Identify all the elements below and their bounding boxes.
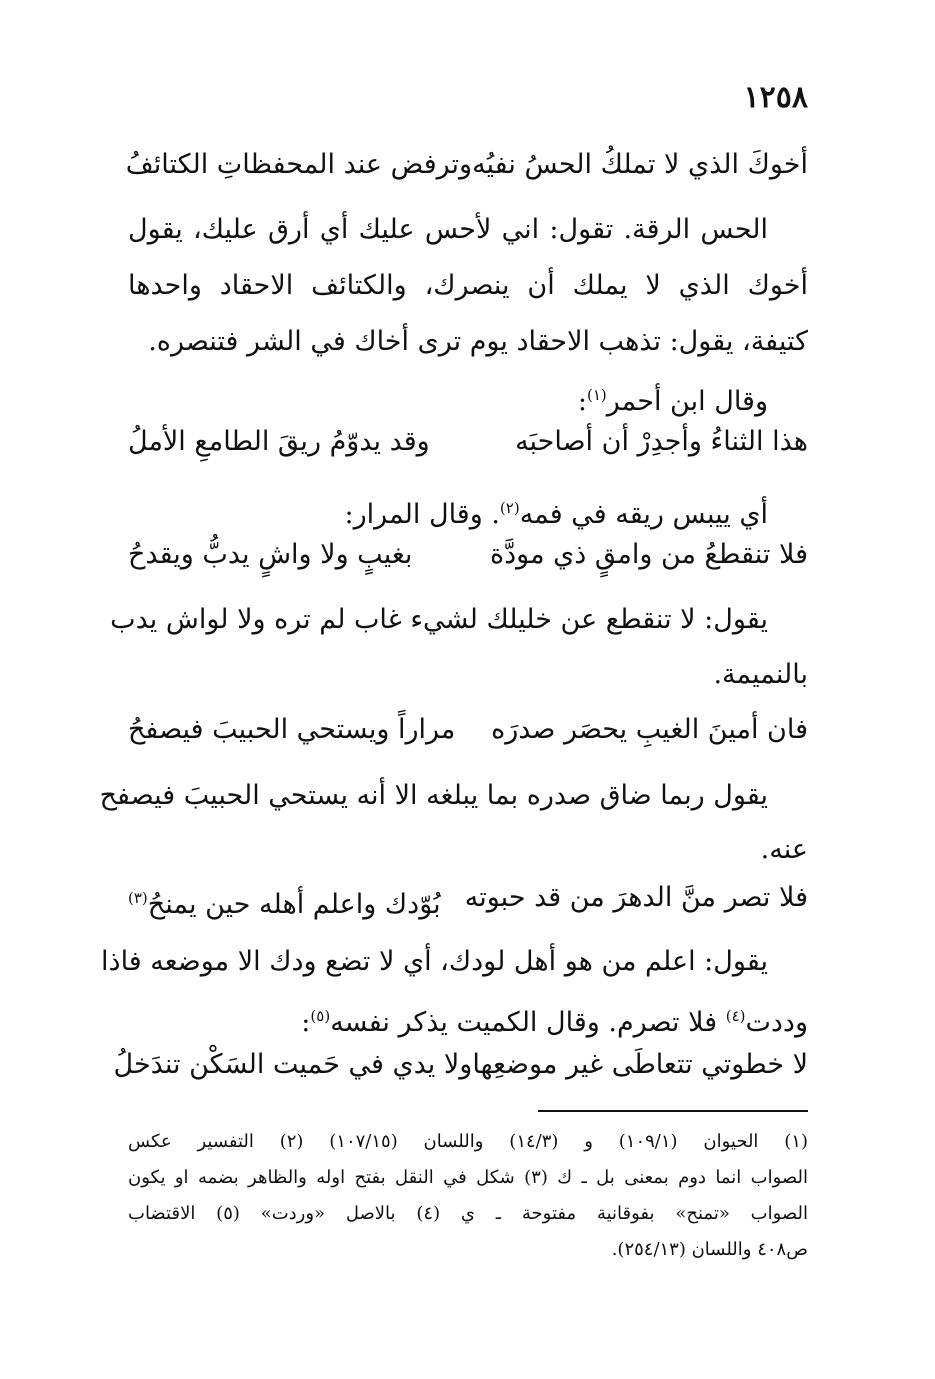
- verse-hemistich-first: فلا تصر منَّ الدهرَ من قد حبوته: [464, 882, 808, 913]
- page-number: ١٢٥٨: [743, 80, 808, 115]
- footnote-marker: (٤): [725, 1007, 746, 1025]
- verse-hemistich-first: لا خطوتي تتعاطَى غير موضعِها: [472, 1049, 808, 1080]
- prose-line: عنه.: [760, 834, 808, 865]
- prose-text: فلا تصرم. وقال الكميت يذكر نفسه: [330, 1007, 726, 1038]
- prose-text: وددت: [745, 1007, 808, 1038]
- book-page: [99, 70, 808, 1330]
- verse-hemistich-second: ولا يدي في حَميت السَكْن تندَخلُ: [113, 1049, 473, 1080]
- prose-line: [128, 996, 808, 1043]
- verse-line-6: [113, 1045, 808, 1085]
- footnote-marker: (٢): [499, 499, 520, 517]
- verse-hemistich-second: وترفض عند المحفظاتِ الكتائفُ: [125, 149, 473, 180]
- prose-line: يقول ربما ضاق صدره بما يبلغه الا أنه يستحي الحبيبَ فيصفح: [99, 780, 768, 811]
- verse-hemistich-second: بغيبٍ ولا واشٍ يدبُّ ويقدحُ: [128, 539, 413, 570]
- footnote-line: (١) الحيوان (١٠٩/١) و (١٤/٣) واللسان (١٠٧/١٥) (٢) التفسير عكس: [128, 1131, 808, 1152]
- prose-line: [128, 375, 808, 422]
- verse-hemistich-first: فلا تنقطعُ من وامقٍ ذي مودَّة: [489, 539, 808, 570]
- verse-hemistich-second: وقد يدوّمُ ريقَ الطامعِ الأملُ: [128, 426, 430, 457]
- verse-line-1: [125, 145, 808, 185]
- verse-hemistich-second: مراراً ويستحي الحبيبَ فيصفحُ: [128, 714, 456, 745]
- prose-text: :: [301, 1007, 311, 1038]
- verse-hemistich-second: [128, 878, 441, 925]
- prose-text: . وقال المرار:: [344, 499, 500, 530]
- prose-line: بالنميمة.: [713, 659, 808, 690]
- footnote-marker: (٣): [128, 889, 148, 907]
- verse-line-2: [128, 422, 808, 462]
- verse-line-5: [128, 878, 808, 925]
- verse-hemistich-first: هذا الثناءُ وأجدِرْ أن أصاحبَه: [515, 426, 808, 457]
- verse-hemistich-first: فان أمينَ الغيبِ يحصَر صدرَه: [491, 714, 808, 745]
- verse-line-4: [128, 710, 808, 750]
- prose-line: يقول: لا تنقطع عن خليلك لشيء غاب لم تره ولا لواش يدب: [110, 604, 768, 635]
- prose-text: :: [577, 386, 587, 417]
- prose-line: [128, 488, 808, 535]
- footnote-marker: (٥): [310, 1007, 331, 1025]
- prose-text: أي ييبس ريقه في فمه: [519, 499, 768, 530]
- prose-line: أخوك الذي لا يملك أن ينصرك، والكتائف الاحقاد واحدها: [128, 270, 808, 301]
- prose-line: كتيفة، يقول: تذهب الاحقاد يوم ترى أخاك في الشر فتنصره.: [148, 326, 808, 357]
- footnote-marker: (١): [586, 386, 607, 404]
- footnote-separator: [538, 1110, 808, 1112]
- verse-text: بُوّدك واعلم أهله حين يمنحُ: [147, 889, 441, 920]
- prose-line: يقول: اعلم من هو أهل لودك، أي لا تضع ودك الا موضعه فاذا: [101, 946, 768, 977]
- verse-line-3: [128, 535, 808, 575]
- prose-line: الحس الرقة. تقول: اني لأحس عليك أي أرق عليك، يقول: [128, 214, 768, 245]
- verse-hemistich-first: أخوكَ الذي لا تملكُ الحسُ نفيُه: [472, 149, 808, 180]
- prose-text: وقال ابن أحمر: [606, 386, 768, 417]
- footnote-line: ص٤٠٨ واللسان (٢٥٤/١٣).: [611, 1239, 808, 1260]
- footnote-line: الصواب «تمنح» بفوقانية مفتوحة ـ ي (٤) بالاصل «وردت» (٥) الاقتضاب: [128, 1203, 808, 1224]
- footnote-line: الصواب انما دوم بمعنى بل ـ ك (٣) شكل في النقل بفتح اوله والظاهر بضمه او يكون: [128, 1167, 808, 1188]
